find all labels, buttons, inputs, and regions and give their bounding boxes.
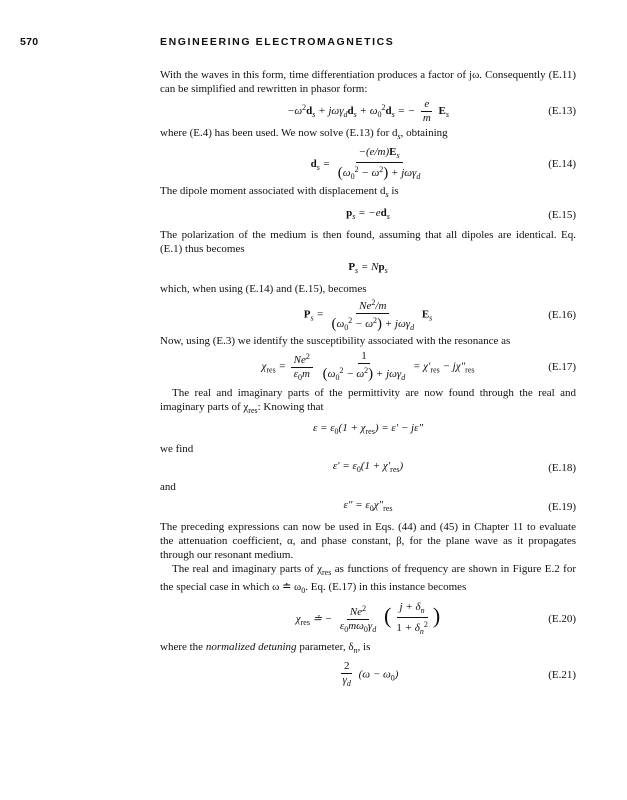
equation-e18: $\varepsilon' = \varepsilon_0(1 + \chi'_{res})$ (E.18) (332, 460, 576, 474)
paragraph: which, when using (E.14) and (E.15), becomes (160, 283, 367, 295)
equation-e15: $p_s = -ed_s$ (E.15) (346, 207, 576, 221)
page-header (20, 36, 587, 52)
running-title: ENGINEERING ELECTROMAGNETICS (160, 36, 395, 48)
paragraph: The real and imaginary parts of the permittivity are now found through the real and imaginary parts of $\chi_{res}$: Knowing that (160, 387, 576, 415)
equation-polarization: $P_s = Np_s$ (348, 261, 388, 275)
equation-number: (E.14) (548, 158, 576, 170)
paragraph: and (160, 481, 176, 493)
equation-number: (E.15) (548, 209, 576, 221)
equation-number: (E.13) (548, 105, 576, 117)
equation-e14: $d_s$ = $\frac{-(e/m)E_s}{(\omega_0^2 - \omega^2) + j\omega\gamma_d}$ (E.14) (310, 145, 576, 181)
paragraph: The polarization of the medium is then found, assuming that all dipoles are identical. Eq. (E.1) thus becomes (160, 229, 576, 255)
equation-e21: $\frac{2}{\gamma_d}$ $(\omega - \omega_0)$ (E.21) (342, 660, 576, 688)
paragraph: The real and imaginary parts of $\chi_{res}$ as functions of frequency are shown in Figure E.2 for the special case in which ω ≐ $\omega_0$. Eq. (E.17) in this instance becomes (160, 563, 576, 595)
equation-e13: $-\omega^2d_s + j\omega\gamma_dd_s + \omega_0^2d_s$ = − $\frac{e}{m}$ $E_s$ (E.13) (286, 97, 576, 124)
equation-e19: $\varepsilon'' = \varepsilon_0\chi''_{res}$ (E.19) (343, 499, 576, 513)
equation-permittivity: $\varepsilon = \varepsilon_0(1 + \chi_{res}) = \varepsilon' - j\varepsilon''$ (312, 422, 424, 436)
paragraph: The dipole moment associated with displacement $d_s$ is (160, 185, 399, 199)
paragraph: Now, using (E.3) we identify the susceptibility associated with the resonance as (160, 335, 511, 347)
page-body (160, 68, 576, 692)
paragraph: With the waves in this form, time differentiation produces a factor of jω. Consequently (E.11) can be simplified and rewritten in phasor form: (160, 69, 576, 95)
equation-number: (E.17) (548, 361, 576, 373)
paragraph: where the normalized detuning parameter, $\delta_n$, is (160, 641, 371, 655)
equation-number: (E.18) (548, 462, 576, 474)
paragraph: we find (160, 443, 194, 455)
paragraph: where (E.4) has been used. We now solve (E.13) for $d_s$, obtaining (160, 127, 448, 141)
equation-number: (E.21) (548, 669, 576, 681)
equation-e16: $P_s$ = $\frac{Ne^2/m}{(\omega_0^2 - \omega^2) + j\omega\gamma_d}$ $E_s$ (E.16) (303, 298, 576, 332)
equation-number: (E.16) (548, 309, 576, 321)
equation-number: (E.19) (548, 501, 576, 513)
equation-e17: $\chi_{res}$ = $\frac{Ne^2}{\varepsilon_0m}$ $\frac{1}{(\omega_0^2 - \omega^2) + j\omega\gamma_d}$ = $\chi'_{res} - j\chi''_{res}$ (E.17) (261, 350, 576, 382)
equation-number: (E.20) (548, 613, 576, 625)
paragraph: The preceding expressions can now be used in Eqs. (44) and (45) in Chapter 11 to evaluate the attenuation coefficient, α, and phase constant, β, for the plane wave as it propagates through our resonant medium. (160, 521, 576, 561)
page-number: 570 (20, 36, 39, 48)
equation-e20: $\chi_{res}$ ≐ − $\frac{Ne^2}{\varepsilon_0m\omega_0\gamma_d}$ ( $\frac{j + \delta_n}{1 + \delta_n^2}$ ) (E.20) (295, 600, 576, 636)
